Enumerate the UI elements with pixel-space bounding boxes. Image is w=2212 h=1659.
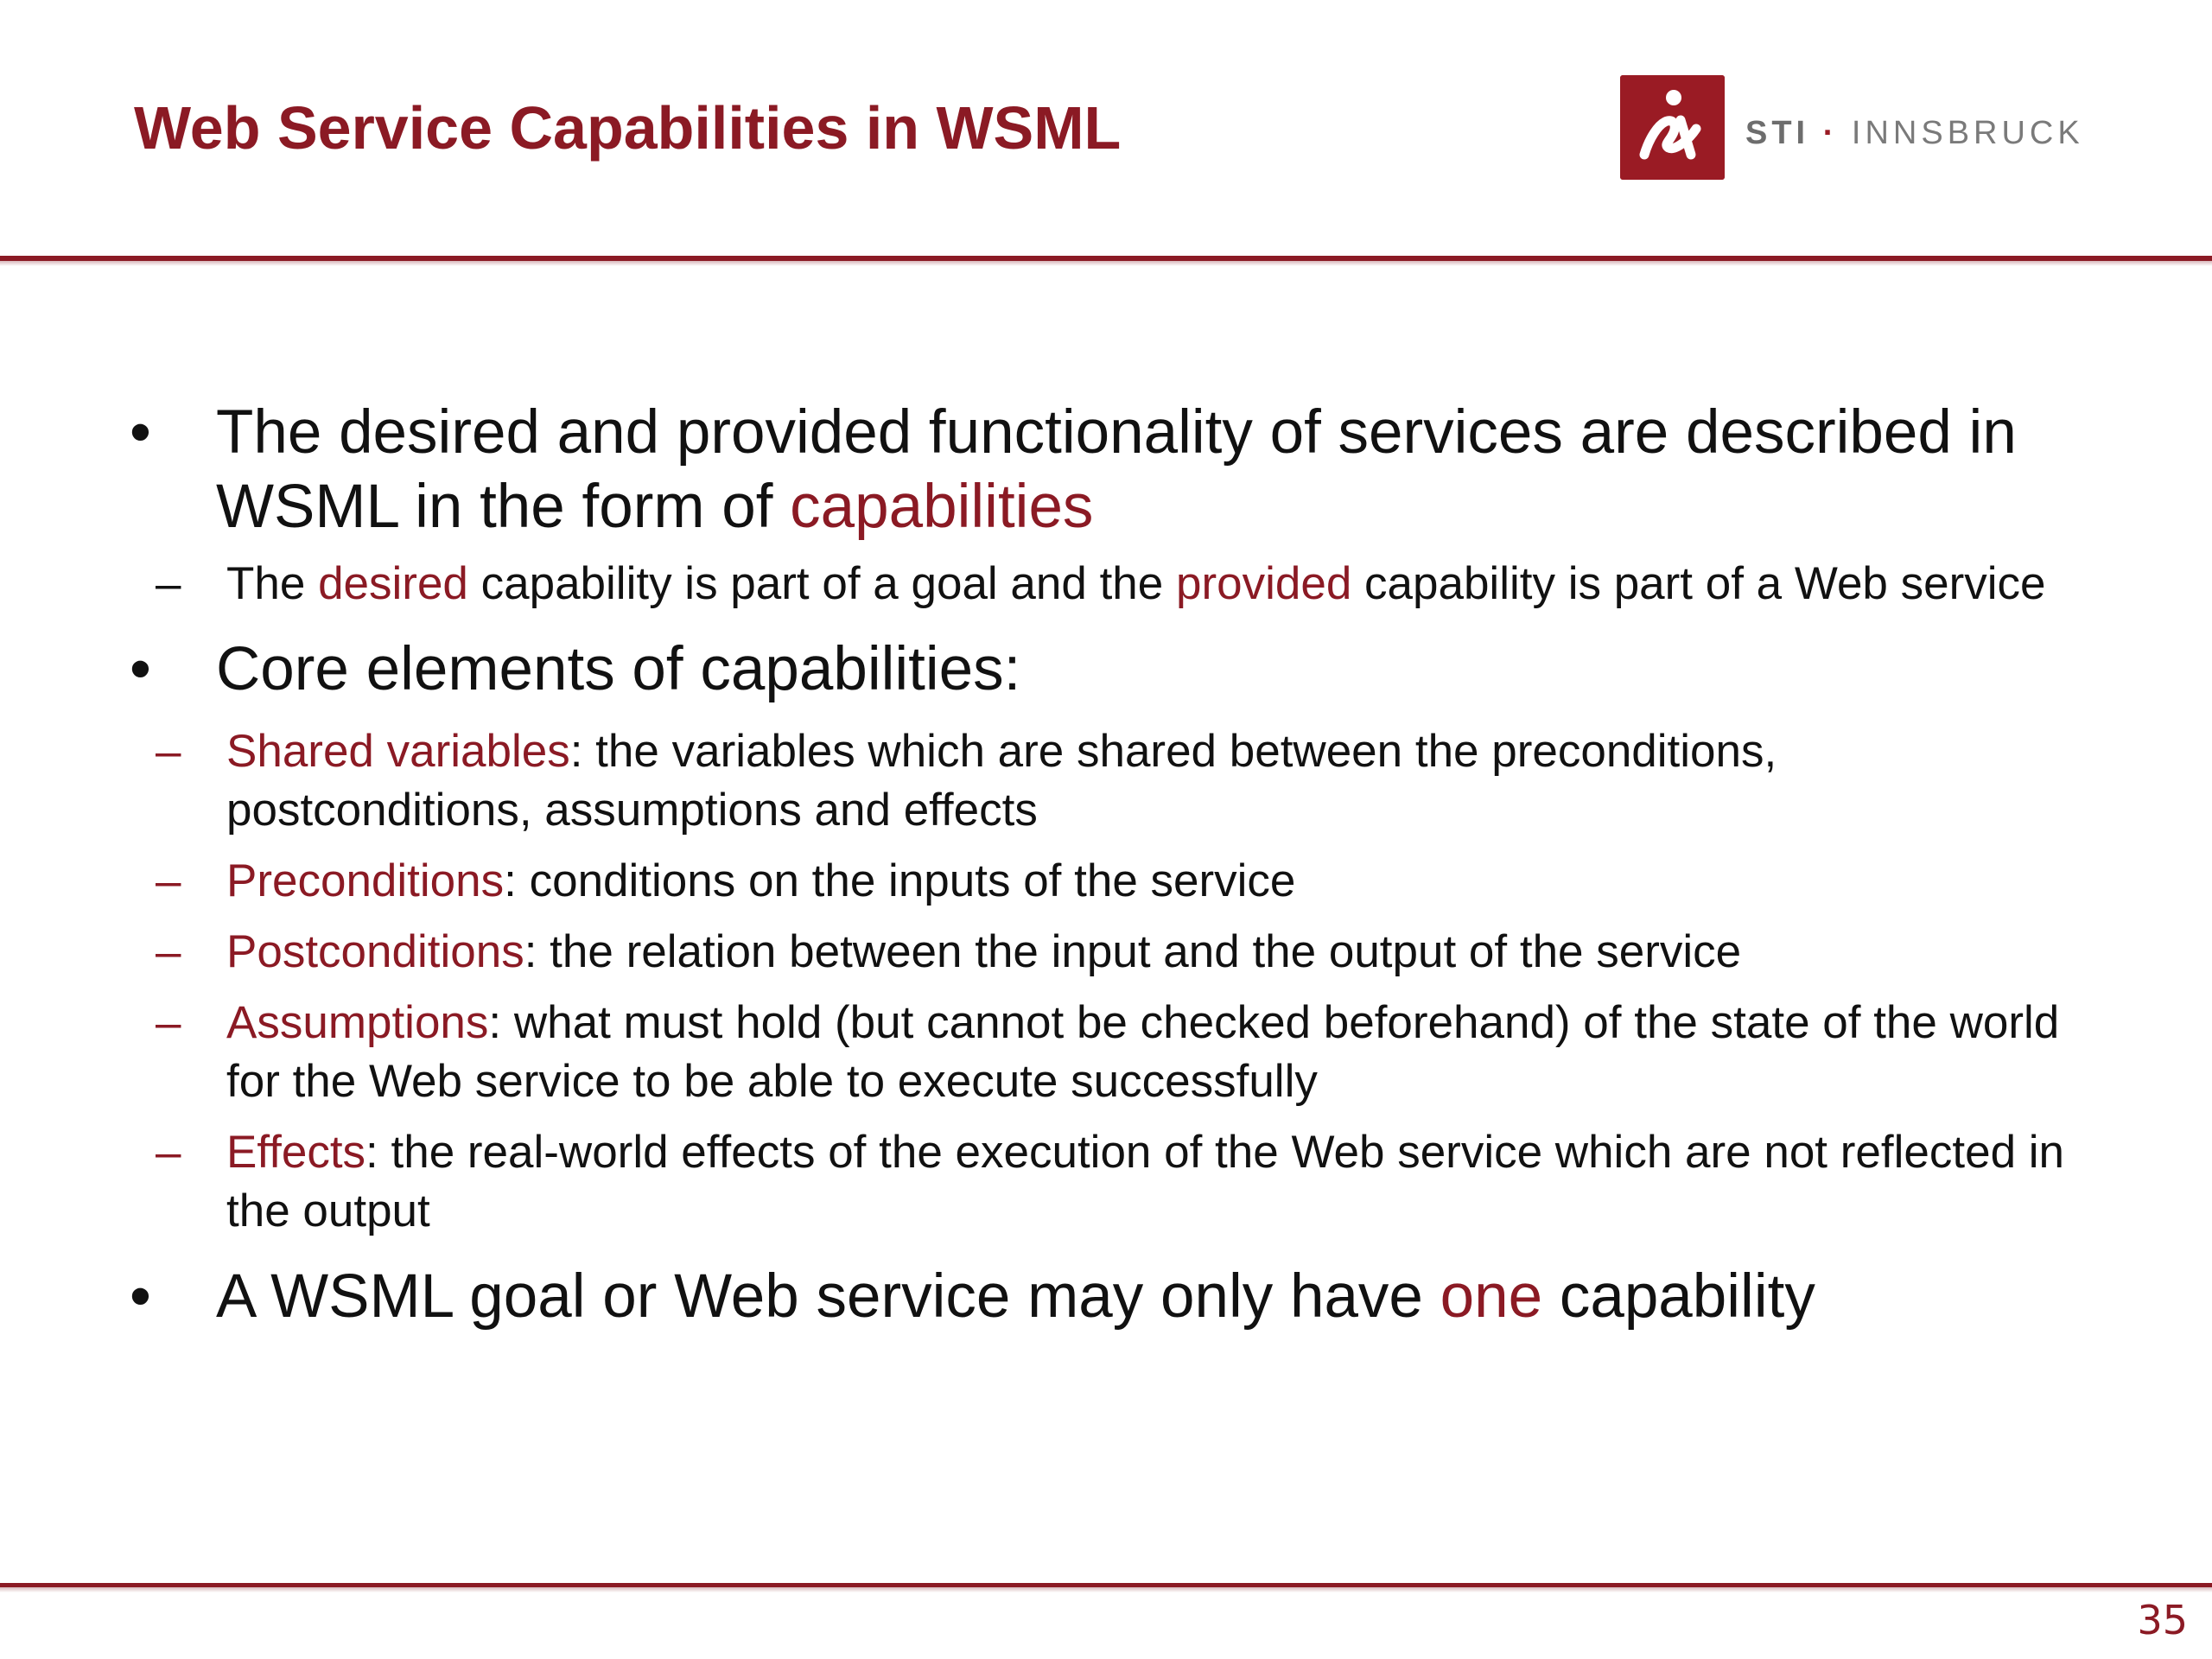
highlight-capabilities: capabilities <box>790 473 1094 541</box>
logo-location: INNSBRUCK <box>1851 114 2084 151</box>
highlight-provided: provided <box>1175 558 1352 609</box>
slide-title: Web Service Capabilities in WSML <box>134 94 1122 162</box>
term-description: : the real-world effects of the execution of the Web service which are not reflected in the output <box>226 1127 2065 1236</box>
bullet-marker: • <box>130 635 151 703</box>
highlight-desired: desired <box>318 558 468 609</box>
sub-bullet-item <box>43 852 2091 911</box>
page-number: 35 <box>2137 1597 2188 1643</box>
sub-bullet-marker: – <box>156 726 181 777</box>
logo-separator: · <box>1822 114 1839 151</box>
term-preconditions: Preconditions <box>226 855 505 906</box>
term-description: : what must hold (but cannot be checked beforehand) of the state of the world for the Web service to be able to execute successfully <box>226 997 2060 1107</box>
sub-text-2: capability is part of a goal and the <box>467 558 1176 609</box>
bullet-text: A WSML goal or Web service may only have <box>216 1262 1440 1331</box>
bullet-item <box>130 1260 2091 1334</box>
footer-rule-shadow <box>0 1587 2212 1592</box>
logo-wordmark <box>1745 115 2084 152</box>
sub-bullet-item <box>43 555 2091 613</box>
term-description: : conditions on the inputs of the service <box>504 855 1296 906</box>
sub-bullet-marker: – <box>156 1127 181 1178</box>
slide-body <box>130 396 2091 1334</box>
sub-text-1: The <box>226 558 319 609</box>
sub-bullet-item <box>43 923 2091 982</box>
logo-brand: STI <box>1745 114 1810 151</box>
term-effects: Effects <box>226 1127 366 1178</box>
bullet-item <box>130 396 2091 544</box>
sub-bullet-item <box>43 994 2091 1111</box>
sub-bullet-marker: – <box>156 997 181 1048</box>
sti-figure-icon <box>1620 75 1725 180</box>
sti-innsbruck-logo <box>1620 74 2084 180</box>
sub-text-3: capability is part of a Web service <box>1351 558 2046 609</box>
bullet-marker: • <box>130 398 151 467</box>
bullet-item <box>130 632 2091 707</box>
term-assumptions: Assumptions <box>226 997 489 1048</box>
sub-bullet-marker: – <box>156 855 181 906</box>
highlight-one: one <box>1440 1262 1543 1331</box>
bullet-text: Core elements of capabilities: <box>216 635 1021 703</box>
sub-bullet-marker: – <box>156 926 181 977</box>
bullet-text-tail: capability <box>1542 1262 1815 1331</box>
bullet-marker: • <box>130 1262 151 1331</box>
term-description: : the variables which are shared between the preconditions, postconditions, assumptions and effects <box>226 726 1777 836</box>
bullet-text: The desired and provided functionality of services are described in WSML in the form of <box>216 398 2017 541</box>
header-rule-shadow <box>0 261 2212 266</box>
sub-bullet-item <box>43 722 2091 840</box>
term-postconditions: Postconditions <box>226 926 524 977</box>
term-shared-variables: Shared variables <box>226 726 570 777</box>
sub-bullet-marker: – <box>156 558 181 609</box>
term-description: : the relation between the input and the output of the service <box>524 926 1742 977</box>
sub-bullet-item <box>43 1123 2091 1241</box>
